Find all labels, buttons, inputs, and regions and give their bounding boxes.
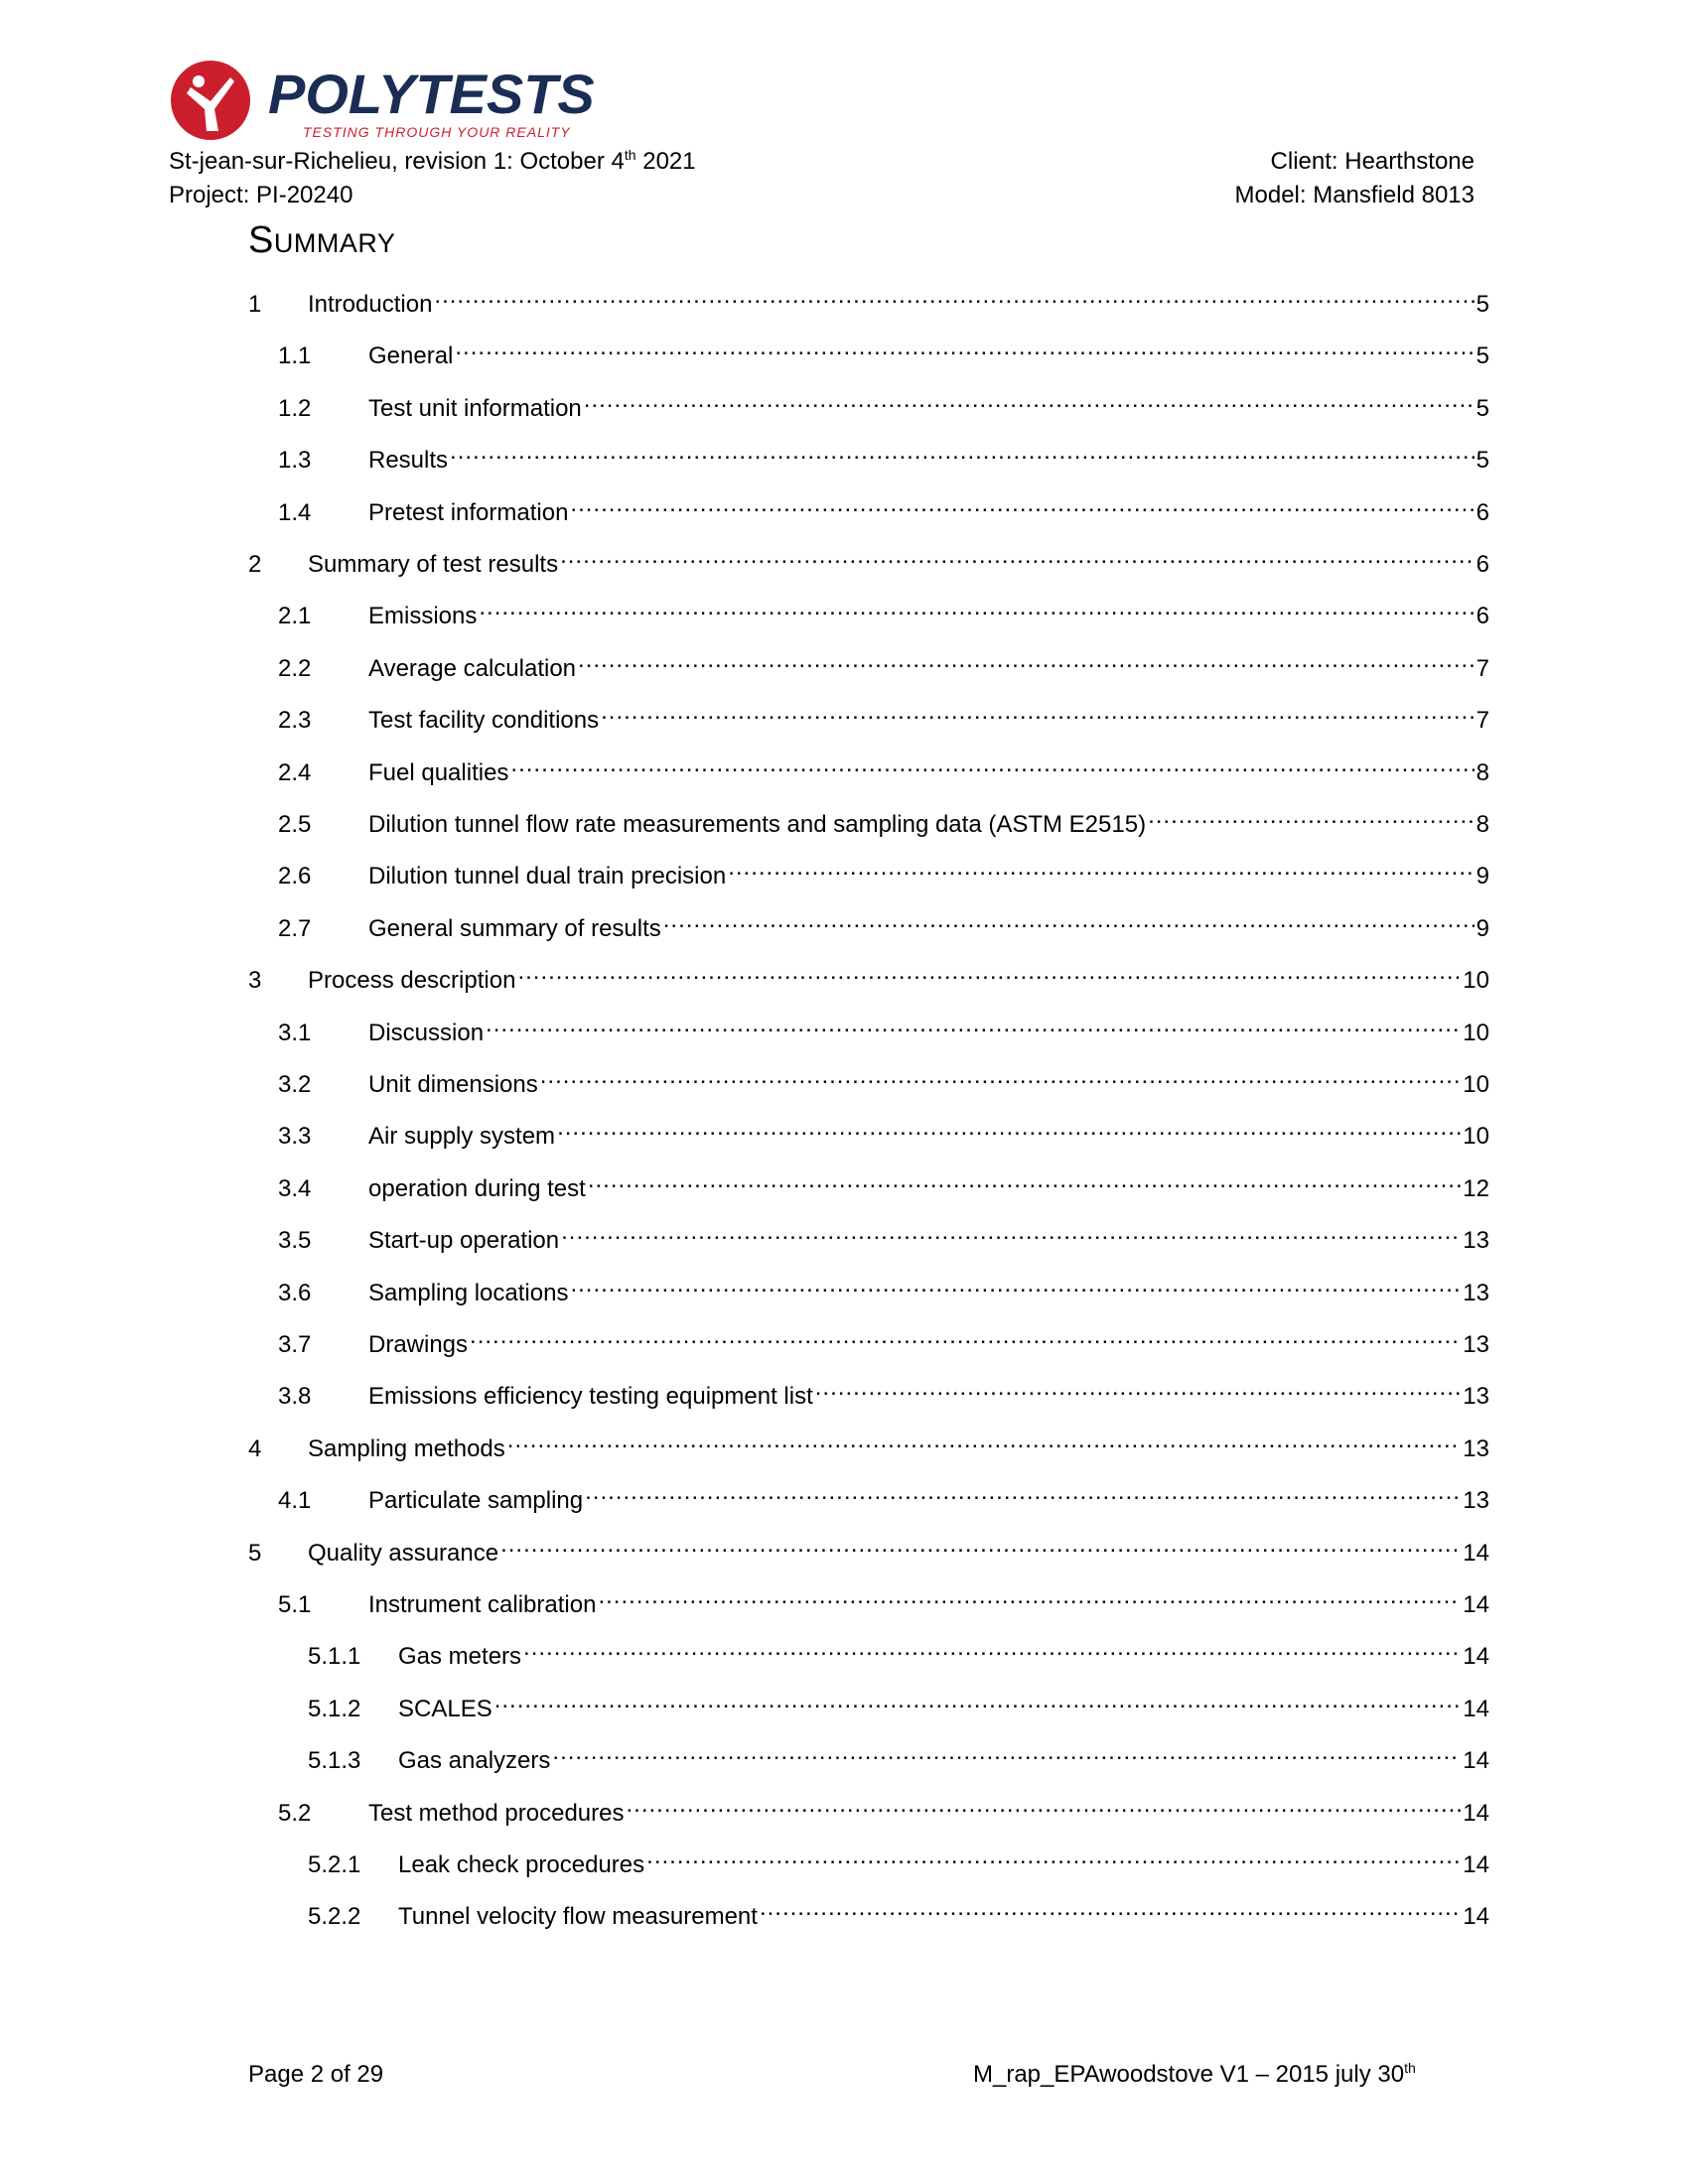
toc-entry-page: 14: [1463, 1851, 1489, 1878]
toc-entry[interactable]: [308, 1632, 1489, 1673]
toc-entry-number: 2.4: [278, 758, 312, 786]
toc-entry-number: 1.2: [278, 394, 312, 422]
toc-entry-page: 13: [1463, 1227, 1489, 1255]
toc-entry-number: 2.5: [278, 811, 312, 838]
toc-entry[interactable]: [308, 1892, 1489, 1933]
toc-dot-leader: [570, 1269, 1461, 1300]
toc-entry-title: Air supply system: [368, 1123, 556, 1151]
toc-entry-page: 14: [1463, 1747, 1489, 1775]
toc-entry[interactable]: [278, 1580, 1489, 1621]
toc-entry-number: 2.2: [278, 654, 312, 682]
toc-dot-leader: [450, 436, 1475, 468]
toc-entry-title: Dilution tunnel dual train precision: [368, 863, 727, 890]
toc-entry-number: 3.6: [278, 1279, 312, 1306]
toc-entry-page: 5: [1476, 342, 1489, 370]
toc-entry-title: Average calculation: [368, 654, 577, 682]
header-model: Model: Mansfield 8013: [1234, 182, 1475, 208]
toc-entry[interactable]: [278, 1372, 1489, 1413]
toc-entry-page: 7: [1476, 654, 1489, 682]
toc-entry-number: 3.3: [278, 1123, 312, 1151]
toc-entry-number: 3.5: [278, 1227, 312, 1255]
toc-entry-title: Start-up operation: [368, 1227, 560, 1255]
toc-entry-page: 9: [1476, 863, 1489, 890]
toc-dot-leader: [500, 1529, 1461, 1561]
toc-entry-title: General summary of results: [368, 914, 661, 942]
toc-entry-number: 3.1: [278, 1019, 312, 1046]
toc-entry-number: 5.1: [278, 1591, 312, 1618]
toc-entry[interactable]: [278, 852, 1489, 892]
toc-entry-page: 9: [1476, 914, 1489, 942]
toc-entry-page: 5: [1476, 291, 1489, 318]
header-location-revision: St-jean-sur-Richelieu, revision 1: October 4th 2021: [169, 147, 696, 175]
toc-entry-page: 10: [1463, 1019, 1489, 1046]
toc-entry-title: Test facility conditions: [368, 707, 600, 735]
toc-entry-page: 14: [1463, 1695, 1489, 1722]
toc-entry-title: Test unit information: [368, 394, 582, 422]
toc-entry-page: 14: [1463, 1903, 1489, 1931]
toc-dot-leader: [434, 280, 1474, 312]
toc-entry-number: 2.3: [278, 707, 312, 735]
toc-dot-leader: [584, 384, 1475, 416]
toc-dot-leader: [663, 904, 1475, 936]
toc-entry[interactable]: [278, 749, 1489, 789]
toc-entry[interactable]: [278, 1060, 1489, 1101]
toc-entry-page: 12: [1463, 1174, 1489, 1202]
toc-entry[interactable]: [248, 1425, 1489, 1465]
toc-entry-number: 3.8: [278, 1383, 312, 1411]
toc-entry-page: 10: [1463, 1071, 1489, 1098]
toc-dot-leader: [815, 1372, 1462, 1404]
toc-dot-leader: [585, 1476, 1461, 1508]
logo-figure-head-icon: [193, 75, 205, 87]
footer-doc-ref: M_rap_EPAwoodstove V1 – 2015 july 30th: [973, 2060, 1416, 2088]
toc-entry-page: 13: [1463, 1279, 1489, 1306]
toc-entry[interactable]: [248, 540, 1489, 581]
toc-dot-leader: [560, 540, 1475, 572]
toc-entry-title: General: [368, 342, 454, 370]
toc-entry[interactable]: [308, 1685, 1489, 1725]
toc-entry-number: 3: [248, 967, 262, 995]
toc-entry-title: Results: [368, 447, 449, 475]
toc-dot-leader: [507, 1425, 1462, 1456]
toc-entry-title: Discussion: [368, 1019, 485, 1046]
header-left: [169, 145, 696, 212]
toc-dot-leader: [598, 1580, 1461, 1612]
toc-entry-page: 6: [1476, 498, 1489, 526]
toc-entry-number: 2.6: [278, 863, 312, 890]
toc-dot-leader: [578, 644, 1475, 676]
toc-entry[interactable]: [278, 904, 1489, 945]
toc-entry[interactable]: [278, 1269, 1489, 1309]
toc-entry[interactable]: [278, 332, 1489, 372]
toc-entry[interactable]: [278, 1789, 1489, 1830]
toc-entry-page: 6: [1476, 551, 1489, 578]
toc-entry-page: 14: [1463, 1591, 1489, 1618]
toc-dot-leader: [470, 1320, 1461, 1352]
toc-entry-page: 8: [1476, 811, 1489, 838]
toc-entry-page: 10: [1463, 967, 1489, 995]
toc-dot-leader: [646, 1841, 1461, 1872]
toc-entry-number: 3.2: [278, 1071, 312, 1098]
toc-entry-title: Particulate sampling: [368, 1487, 584, 1515]
toc-entry-number: 1: [248, 291, 262, 318]
toc-entry-title: Introduction: [308, 291, 433, 318]
toc-dot-leader: [570, 488, 1474, 520]
toc-entry-page: 14: [1463, 1799, 1489, 1827]
toc-dot-leader: [760, 1892, 1461, 1924]
toc-entry-title: Process description: [308, 967, 516, 995]
toc-entry[interactable]: [278, 800, 1489, 841]
toc-dot-leader: [540, 1060, 1462, 1092]
toc-dot-leader: [455, 332, 1474, 363]
toc-entry-title: Gas meters: [398, 1643, 522, 1671]
toc-entry[interactable]: [278, 384, 1489, 425]
toc-entry-title: Pretest information: [368, 498, 569, 526]
toc-entry-page: 13: [1463, 1487, 1489, 1515]
toc-entry[interactable]: [278, 488, 1489, 529]
toc-dot-leader: [728, 852, 1474, 884]
toc-entry-page: 6: [1476, 603, 1489, 630]
toc-entry-title: Tunnel velocity flow measurement: [398, 1903, 758, 1931]
toc-entry-page: 13: [1463, 1331, 1489, 1358]
toc-entry-title: Leak check procedures: [398, 1851, 645, 1878]
toc-entry[interactable]: [248, 280, 1489, 321]
toc-entry-number: 5: [248, 1539, 262, 1567]
toc-dot-leader: [494, 1685, 1462, 1716]
toc-entry-title: Emissions efficiency testing equipment list: [368, 1383, 813, 1411]
toc-entry-title: Dilution tunnel flow rate measurements and sampling data (ASTM E2515): [368, 811, 1147, 838]
summary-title: Summary: [248, 219, 396, 261]
toc-entry[interactable]: [278, 644, 1489, 685]
header-client: Client: Hearthstone: [1270, 148, 1475, 175]
toc-entry-number: 5.1.3: [308, 1747, 361, 1775]
toc-entry-page: 10: [1463, 1123, 1489, 1151]
toc-entry-page: 13: [1463, 1383, 1489, 1411]
toc-entry-title: Sampling locations: [368, 1279, 569, 1306]
toc-entry-number: 5.1.1: [308, 1643, 361, 1671]
toc-entry-page: 7: [1476, 707, 1489, 735]
toc-entry[interactable]: [278, 1476, 1489, 1517]
toc-entry-title: Quality assurance: [308, 1539, 499, 1567]
logo-graphic: [169, 58, 626, 143]
toc-entry[interactable]: [308, 1736, 1489, 1777]
toc-entry-title: Emissions: [368, 603, 478, 630]
toc-entry-page: 5: [1476, 447, 1489, 475]
toc-dot-leader: [523, 1632, 1461, 1664]
toc-entry[interactable]: [278, 592, 1489, 632]
toc-entry-title: Sampling methods: [308, 1434, 505, 1462]
toc-entry-number: 4.1: [278, 1487, 312, 1515]
toc-entry-number: 2.1: [278, 603, 312, 630]
toc-entry[interactable]: [278, 436, 1489, 477]
toc-dot-leader: [517, 956, 1461, 988]
toc-entry-number: 1.1: [278, 342, 312, 370]
toc-entry-title: Gas analyzers: [398, 1747, 551, 1775]
toc-entry[interactable]: [278, 1164, 1489, 1205]
footer-page-number: Page 2 of 29: [248, 2061, 384, 2088]
toc-entry-title: operation during test: [368, 1174, 586, 1202]
toc-entry[interactable]: [278, 1112, 1489, 1153]
toc-entry-page: 14: [1463, 1539, 1489, 1567]
toc-dot-leader: [588, 1164, 1461, 1196]
toc-entry-number: 2: [248, 551, 262, 578]
toc-entry-title: Instrument calibration: [368, 1591, 597, 1618]
toc-entry[interactable]: [278, 1009, 1489, 1049]
toc-dot-leader: [557, 1112, 1461, 1144]
polytests-logo: [169, 58, 626, 143]
toc-entry-number: 5.2: [278, 1799, 312, 1827]
toc-entry[interactable]: [248, 956, 1489, 997]
toc-entry[interactable]: [278, 696, 1489, 737]
toc-entry-number: 5.2.1: [308, 1851, 361, 1878]
toc-entry-number: 1.3: [278, 447, 312, 475]
toc-entry-page: 14: [1463, 1643, 1489, 1671]
header-project: Project: PI-20240: [169, 182, 353, 208]
toc-dot-leader: [1148, 800, 1475, 832]
toc-entry-number: 4: [248, 1434, 262, 1462]
toc-entry-title: Summary of test results: [308, 551, 559, 578]
toc-entry-title: Fuel qualities: [368, 758, 509, 786]
toc-dot-leader: [510, 749, 1474, 780]
toc-dot-leader: [601, 696, 1475, 728]
toc-entry-number: 1.4: [278, 498, 312, 526]
toc-entry-page: 8: [1476, 758, 1489, 786]
header-right: [1235, 145, 1475, 212]
toc-entry-number: 2.7: [278, 914, 312, 942]
toc-entry[interactable]: [308, 1841, 1489, 1881]
logo-tagline-text: TESTING THROUGH YOUR REALITY: [303, 124, 571, 140]
toc-dot-leader: [626, 1789, 1461, 1821]
toc-dot-leader: [486, 1009, 1461, 1040]
toc-entry[interactable]: [248, 1529, 1489, 1570]
toc-entry[interactable]: [278, 1320, 1489, 1361]
toc-entry-title: SCALES: [398, 1695, 492, 1722]
toc-dot-leader: [552, 1736, 1461, 1768]
toc-entry-page: 13: [1463, 1434, 1489, 1462]
toc-entry-page: 5: [1476, 394, 1489, 422]
toc-entry[interactable]: [278, 1216, 1489, 1257]
toc-entry-number: 5.2.2: [308, 1903, 361, 1931]
toc-dot-leader: [479, 592, 1474, 623]
logo-brand-text: POLYTESTS: [268, 63, 595, 125]
toc-entry-number: 3.4: [278, 1174, 312, 1202]
toc-entry-title: Drawings: [368, 1331, 469, 1358]
toc-entry-title: Unit dimensions: [368, 1071, 538, 1098]
toc-entry-number: 3.7: [278, 1331, 312, 1358]
toc-entry-number: 5.1.2: [308, 1695, 361, 1722]
toc-entry-title: Test method procedures: [368, 1799, 625, 1827]
toc-dot-leader: [561, 1216, 1461, 1248]
